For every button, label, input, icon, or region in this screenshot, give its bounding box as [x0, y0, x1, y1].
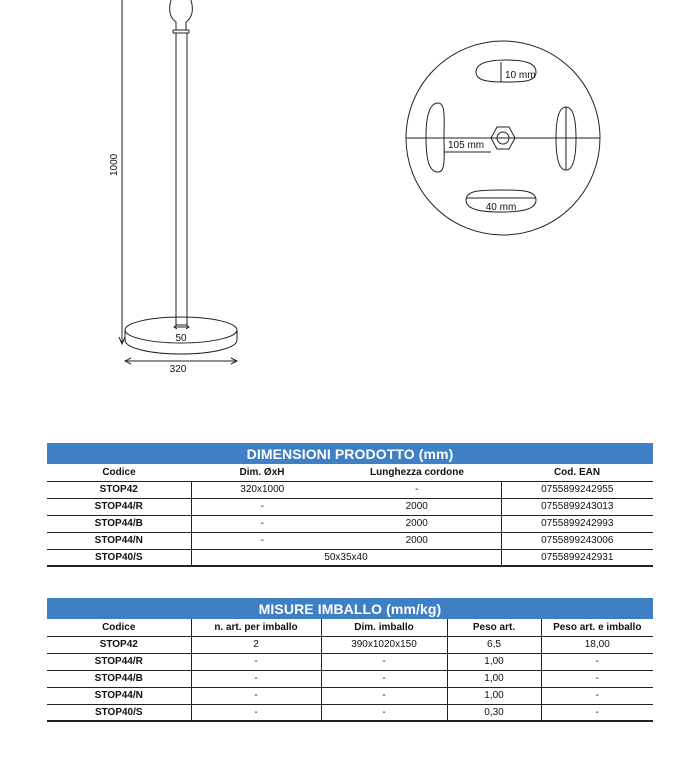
product-dim: -: [191, 498, 333, 515]
header-qty: n. art. per imballo: [191, 619, 321, 636]
pack-weight: 1,00: [447, 653, 541, 670]
slot-length-label: 40 mm: [485, 202, 517, 213]
product-code: STOP40/S: [47, 549, 191, 566]
pack-total: -: [541, 653, 653, 670]
product-dim: 320x1000: [191, 481, 333, 498]
pack-dim: -: [321, 687, 447, 704]
pack-qty: -: [191, 653, 321, 670]
pack-code: STOP40/S: [47, 704, 191, 721]
product-ean: 0755899242931: [501, 549, 653, 566]
header-dim: Dim. ØxH: [191, 464, 333, 481]
stanchion-knob: [170, 0, 193, 30]
header-codice: Codice: [47, 619, 191, 636]
pack-weight: 1,00: [447, 670, 541, 687]
pack-code: STOP44/R: [47, 653, 191, 670]
pack-qty: -: [191, 704, 321, 721]
packaging-table-header: [47, 619, 653, 636]
product-code: STOP44/N: [47, 532, 191, 549]
base-diameter-label: 320: [169, 364, 187, 375]
product-merged-dim: 50x35x40: [191, 549, 501, 566]
header-codice: Codice: [47, 464, 191, 481]
product-ean: 0755899243006: [501, 532, 653, 549]
product-length: -: [333, 481, 501, 498]
pack-qty: -: [191, 687, 321, 704]
pack-code: STOP44/B: [47, 670, 191, 687]
pack-qty: -: [191, 670, 321, 687]
stanchion-side-view: [119, 0, 237, 364]
pack-dim: -: [321, 653, 447, 670]
product-ean: 0755899243013: [501, 498, 653, 515]
table-row: [47, 704, 653, 721]
table-row: [47, 653, 653, 670]
product-length: 2000: [333, 498, 501, 515]
pack-dim: -: [321, 704, 447, 721]
header-ean: Cod. EAN: [501, 464, 653, 481]
pack-weight: 6,5: [447, 636, 541, 653]
header-weight: Peso art.: [447, 619, 541, 636]
product-table-title: DIMENSIONI PRODOTTO (mm): [47, 443, 653, 464]
product-ean: 0755899242993: [501, 515, 653, 532]
pack-code: STOP44/N: [47, 687, 191, 704]
table-row: [47, 481, 653, 498]
pack-total: 18,00: [541, 636, 653, 653]
header-length: Lunghezza cordone: [333, 464, 501, 481]
product-table-header: [47, 464, 653, 481]
center-distance-label: 105 mm: [448, 140, 485, 151]
product-dim: -: [191, 532, 333, 549]
table-row: [47, 636, 653, 653]
packaging-table: [47, 598, 653, 722]
pack-total: -: [541, 687, 653, 704]
product-length: 2000: [333, 515, 501, 532]
packaging-table-title: MISURE IMBALLO (mm/kg): [47, 598, 653, 619]
table-row: [47, 498, 653, 515]
product-dimensions-table: [47, 443, 653, 567]
header-pack-dim: Dim. imballo: [321, 619, 447, 636]
pack-total: -: [541, 704, 653, 721]
product-code: STOP44/R: [47, 498, 191, 515]
header-total-weight: Peso art. e imballo: [541, 619, 653, 636]
height-label: 1000: [109, 153, 120, 176]
table-row: [47, 687, 653, 704]
table-row: [47, 670, 653, 687]
pack-code: STOP42: [47, 636, 191, 653]
slot-width-label: 10 mm: [505, 70, 536, 81]
table-row: [47, 549, 653, 566]
stanchion-pole: [176, 33, 187, 325]
table-row: [47, 532, 653, 549]
product-dim: -: [191, 515, 333, 532]
pack-total: -: [541, 670, 653, 687]
pole-diameter-label: 50: [175, 333, 187, 344]
product-ean: 0755899242955: [501, 481, 653, 498]
product-code: STOP42: [47, 481, 191, 498]
pack-dim: 390x1020x150: [321, 636, 447, 653]
pack-weight: 0,30: [447, 704, 541, 721]
pack-weight: 1,00: [447, 687, 541, 704]
product-code: STOP44/B: [47, 515, 191, 532]
table-row: [47, 515, 653, 532]
product-length: 2000: [333, 532, 501, 549]
pack-qty: 2: [191, 636, 321, 653]
pack-dim: -: [321, 670, 447, 687]
